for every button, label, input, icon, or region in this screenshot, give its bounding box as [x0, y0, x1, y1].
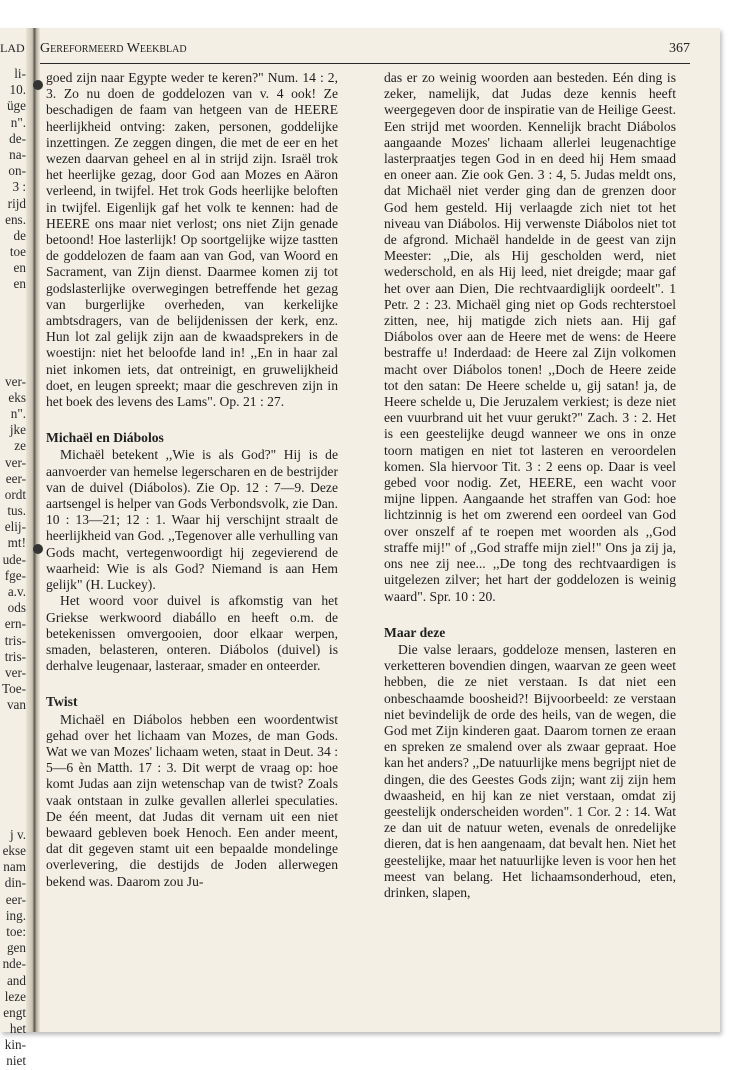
- margin-fragment: tus.: [7, 503, 26, 519]
- margin-fragment: ordt: [4, 486, 26, 502]
- margin-fragment: niet: [6, 1053, 26, 1069]
- margin-fragment: 10.: [9, 82, 26, 98]
- body-paragraph: Het woord voor duivel is afkomstig van het Griekse werkwoord diabállo en heeft o.m. de betekenissen omvergooien, door elkaar werpen, smaden, belasteren, onteren. Diábolos (duivel) is derhalve leugenaar, lasteraar, smader en onteerder.: [46, 593, 338, 674]
- margin-fragment: tris-: [4, 648, 26, 664]
- magazine-page: [0, 28, 720, 1069]
- margin-fragment: [0, 714, 26, 730]
- margin-fragment: en: [13, 276, 26, 292]
- text-column-left: [46, 70, 338, 890]
- margin-fragment: on-: [8, 163, 26, 179]
- margin-fragment: din-: [4, 875, 26, 891]
- margin-fragment: toe: [9, 244, 26, 260]
- margin-fragment: van: [6, 697, 26, 713]
- margin-fragment: [0, 293, 26, 309]
- margin-fragment: ekse: [2, 843, 26, 858]
- margin-fragment: eks: [8, 389, 26, 405]
- margin-fragment: 3 :: [12, 179, 26, 195]
- margin-fragment: kin-: [4, 1037, 26, 1053]
- margin-fragment: ze: [14, 438, 26, 454]
- margin-fragment: n".: [10, 405, 26, 421]
- section-heading: Michaël en Diábolos: [46, 430, 164, 446]
- margin-fragment: üge: [6, 98, 26, 114]
- margin-fragment: nde-: [2, 956, 26, 972]
- journal-title: Gereformeerd Weekblad: [40, 41, 187, 56]
- body-paragraph: das er zo weinig woorden aan besteden. Eén ding is zeker, namelijk, dat Judas deze kennis heeft weergegeven door de inspiratie van de Heilige Geest. Een strijd met woorden. Kennelijk bracht Diábolos aangaande Mozes' lichaam allerlei leugenachtige lasterpraatjes tegen God in en deed hij Hem smaad en oneer aan. Zie ook Gen. 3 : 4, 5. Judas meldt ons, dat Michaël niet verder ging dan de grenzen door God hem gesteld. Hij verlaagde zich niet tot het niveau van Diábolos. Hij verwenste Diábolos niet tot de afgrond. Michaël handelde in de geest van zijn Meester: ,,Die, als Hij gescholden werd, niet wederschold, en als Hij leed, niet dreigde; maar gaf het over aan Dien, Die rechtvaardiglijk oordeelt". 1 Petr. 2 : 23. Michaël ging niet op Gods rechterstoel zitten, nee, hij matigde zich niets aan. Hij gaf Diábolos over aan de Heere met de wens: de Heere bestraffe u! Inderdaad: de Heere zal Zijn volkomen macht over Diábolos tonen! ,,Doch de Heere zeide tot den satan: De Heere schelde u, gij satan! ja, de Heere schelde u, Die Jeruzalem verkiest; is deze niet een vuurbrand uit het vuur gerukt?" Zach. 3 : 2. Het is een geestelijke deugd wanneer we ons in onze toorn matigen en niet tot lasteren en veroordelen komen. Sla hiervoor Tit. 3 : 2 eens op. Daar is veel gebed voor nodig. Zet, HEERE, een wacht voor mijne lippen. Aangaande het straffen van God: hoe lichtzinnig is het om zwerend een oordeel van God over onszelf af te roepen met woorden als ,,God straffe mij!" of ,,God straffe mijn ziel!" Ons ja zij ja, ons nee zij nee... ,,De tong des rechtvaardigen is uitgelezen zilver; het hart der goddelozen is weinig waard". Spr. 10 : 20.: [384, 70, 676, 604]
- margin-fragment: leze: [4, 988, 26, 1004]
- margin-fragment: engt: [3, 1004, 26, 1020]
- margin-fragment: fge-: [4, 567, 26, 583]
- margin-fragment: n".: [10, 114, 26, 130]
- margin-fragment: jke: [9, 422, 26, 438]
- margin-fragment: and: [6, 972, 26, 988]
- margin-fragment: mt!: [7, 535, 26, 551]
- section-heading: Twist: [46, 694, 78, 710]
- running-header: [40, 41, 690, 64]
- margin-fragment: [0, 746, 26, 762]
- margin-fragment: tris-: [4, 632, 26, 648]
- margin-fragment: ern-: [4, 616, 26, 632]
- margin-fragment: [0, 778, 26, 794]
- margin-fragment: [0, 341, 26, 357]
- body-paragraph: Michaël en Diábolos hebben een woordentwist gehad over het lichaam van Mozes, de man Gods. Wat we van Mozes' lichaam weten, staat in Deut. 34 : 5—6 èn Matth. 17 : 3. Dit werpt de vraag op: hoe komt Judas aan zijn wetenschap van de twist? Zoals vaak ontstaan in zulke gevallen allerlei speculaties. De één meent, dat Judas dit vernam uit een niet bewaard gebleven boek Henoch. Een ander meent, dat dit gegeven stamt uit een bepaalde mondelinge overlevering, die destijds de Joden allerwegen bekend was. Daarom zou Ju-: [46, 711, 338, 889]
- margin-fragment: toe:: [6, 923, 26, 939]
- margin-fragment: a.v.: [7, 584, 26, 599]
- margin-marker-icon: [33, 544, 43, 554]
- margin-fragment: nam: [3, 859, 26, 875]
- margin-fragment: eer-: [5, 470, 26, 486]
- margin-fragment: ver-: [5, 454, 26, 470]
- margin-fragment: de: [13, 227, 26, 243]
- margin-fragment: [0, 762, 26, 778]
- text-column-right: [384, 70, 676, 901]
- margin-fragment: ver-: [5, 664, 26, 680]
- margin-fragment: ing.: [5, 907, 26, 923]
- margin-marker-icon: [33, 80, 43, 90]
- margin-fragment: ude-: [2, 551, 26, 567]
- body-paragraph: Michaël betekent ,,Wie is als God?" Hij is de aanvoerder van hemelse legerscharen en de bestrijder van de duivel (Diábolos). Zie Op. 12 : 7—9. Deze aartsengel is helper van Gods Verbondsvolk, zie Dan. 10 : 13—21; 12 : 1. Waar hij verschijnt straalt de heerlijkheid van God. ,,Tegenover alle verhulling van Gods macht, vertegenwoordigt hij zegevierend de waarheid: Wie is als God? Niemand is aan Hem gelijk" (H. Luckey).: [46, 447, 338, 593]
- margin-fragment: het: [9, 1021, 26, 1037]
- margin-fragment: ens.: [5, 211, 26, 227]
- margin-fragment: Toe-: [2, 681, 26, 697]
- margin-fragment: en: [13, 260, 26, 276]
- margin-fragment: li-: [14, 66, 26, 81]
- margin-fragment: ods: [7, 600, 26, 616]
- binding-fold: [26, 28, 40, 1032]
- page-number: 367: [669, 41, 690, 56]
- body-paragraph: Die valse leraars, goddeloze mensen, lasteren en verketteren bovendien dingen, waarvan ze geen weet hebben, die ze niet verstaan. Is dat niet een onbeschaamde boosheid?! Bijvoorbeeld: ze verstaan niet bevindelijk de orde des heils, van de wegen, die God met Zijn kinderen gaat. Daarom tornen ze eraan en spreken ze smalend over als zwaar gepraat. Hoe kan het anders? ,,De natuurlijke mens begrijpt niet de dingen, die des Geestes Gods zijn; want zij zijn hem dwaasheid, en hij kan ze niet verstaan, omdat zij geestelijk onderscheiden worden". 1 Cor. 2 : 14. Wat ze dan uit de natuur weten, evenals de onredelijke dieren, dat is hen aangenaam, dat bevalt hen. Niet het geestelijke, maar het natuurlijke leven is voor hen het meest van belang. Het lichaamsonderhoud, eten, drinken, slapen,: [384, 641, 676, 900]
- margin-fragment: rijd: [7, 195, 26, 211]
- margin-fragment: [0, 357, 26, 373]
- margin-fragment: [0, 325, 26, 341]
- margin-fragment: elij-: [4, 519, 26, 535]
- margin-fragment: de-: [9, 130, 26, 146]
- margin-fragment: eer-: [5, 891, 26, 907]
- margin-fragment: gen: [6, 940, 26, 956]
- margin-fragment: [0, 794, 26, 810]
- body-paragraph: goed zijn naar Egypte weder te keren?" Num. 14 : 2, 3. Zo nu doen de goddelozen van v. 4 ook! Ze beschadigen de faam van hetgeen van de HEERE heerlijkheid ontving: zaken, personen, goddelijke inzettingen. Ze zeggen dingen, die met de eer en het wezen daarvan geheel en al in strijd zijn. Israël trok het heerlijke gezag, door God aan Mozes en Aäron verleend, in twijfel. Het trok Gods heerlijke beloften in twijfel. Eigenlijk gaf het volk te kennen: had de HEERE ons maar niet verlost; ons niet Zijn genade betoond! Hoe lasterlijk! Op soortgelijke wijze tastten de goddelozen de faam aan van God, van Woord en Sacrament, van Zijn dienst. Daarmee komen zij tot godslasterlijke overwegingen betreffende het gezag van burgerlijke overheden, van kerkelijke ambtsdragers, van de belijdenissen der kerk, enz. Hun lot zal gelijk zijn aan de kwaadsprekers in de woestijn: niet het beloofde land in! ,,En in haar zal niet inkomen iets, dat ontreinigt, en gruwelijkheid doet, en leugen spreekt; maar die geschreven zijn in het boek des levens des Lams". Op. 21 : 27.: [46, 70, 338, 410]
- margin-fragment: [0, 811, 26, 827]
- margin-fragment: [0, 730, 26, 746]
- section-heading: Maar deze: [384, 624, 446, 640]
- margin-fragment: ver-: [5, 373, 26, 389]
- margin-fragment: na-: [9, 146, 26, 162]
- margin-fragment: j v.: [10, 826, 26, 842]
- facing-page-margin-fragments: [0, 66, 26, 1070]
- margin-fragment: [0, 309, 26, 325]
- facing-page-header-fragment: LAD: [0, 41, 25, 55]
